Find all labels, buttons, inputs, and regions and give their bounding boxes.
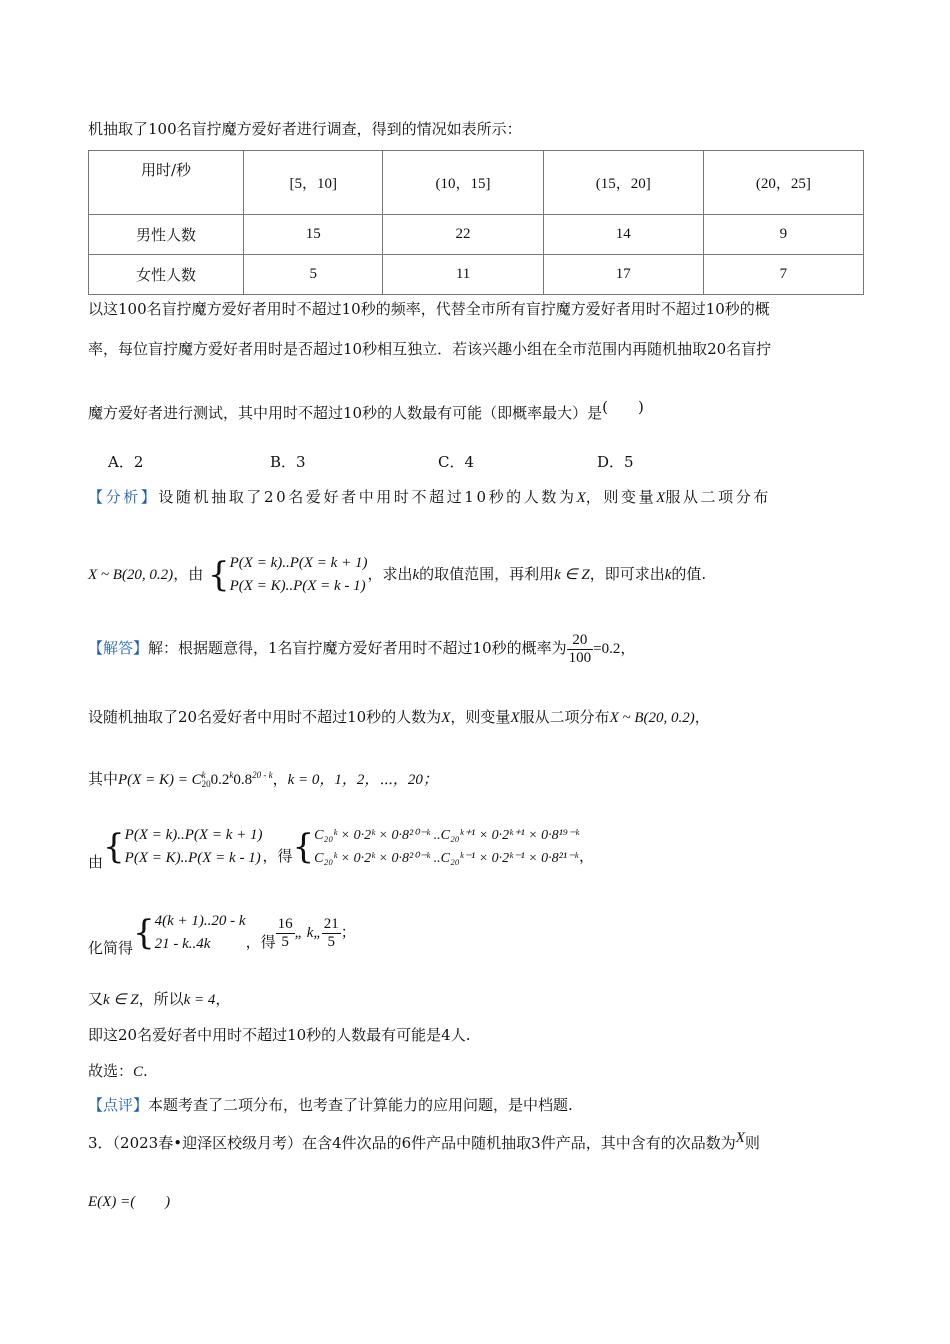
solution-text: 又 [88,990,104,1008]
fraction [322,916,341,950]
table-header-row [89,151,864,215]
solution-text: ，则变量 [450,708,511,726]
inequality: 21 - k..4k [154,936,211,952]
punct: ； [340,923,356,941]
table-cell: 女性人数 [89,255,244,295]
question-3-text: 则 [744,1134,760,1152]
analysis-line-2 [88,552,706,598]
analysis-text: 的值. [671,565,707,583]
left-brace: { [207,555,230,595]
solution-line-7: 即这20名爱好者中用时不超过10秒的人数最有可能是4人. [88,1026,471,1044]
question-3-line-1 [88,1132,760,1153]
solution-text: 设随机抽取了20名爱好者中用时不超过10秒的人数为 [88,708,442,726]
solution-text: 故选： [88,1062,134,1080]
fraction [567,632,594,666]
solution-tag: 【解答】 [88,639,149,657]
solution-line-5 [88,910,356,956]
question-3-line-2 [88,1190,170,1211]
var-x: X [735,1130,745,1146]
equation: P(X = k)..P(X = k + 1) [124,827,263,843]
table-cell: 17 [543,255,703,295]
solution-text: 由 [88,853,104,871]
analysis-line-1 [88,486,771,507]
punct: ， [620,639,636,657]
table-cell: 男性人数 [89,215,244,255]
binomial-dist: X ~ B(20, 0.2) [609,710,695,726]
table-cell: 14 [543,215,703,255]
analysis-text: ，求出 [367,565,413,583]
solution-text: 解：根据题意得，1名盲拧魔方爱好者用时不超过10秒的概率为 [148,639,567,657]
pmf-base: 0.8 [233,772,253,788]
table-header-cell: (20，25] [703,151,863,215]
fraction [276,916,295,950]
answer-choice: C [133,1064,144,1080]
binom-index [202,771,211,789]
table-cell: 11 [383,255,543,295]
numerator: 20 [567,632,594,650]
var-k: k [412,567,420,583]
table-row [89,215,864,255]
solution-line-3 [88,768,438,789]
denominator: 5 [327,933,335,950]
k-values: k = 0，1，2，⋯，20； [287,772,438,788]
punct: ， [579,847,595,865]
equation: P(X = k)..P(X = k + 1) [229,555,368,571]
inequality: C₂₀ᵏ × 0·2ᵏ × 0·8²⁰⁻ᵏ ..C₂₀ᵏ⁺¹ × 0·2ᵏ⁺¹ × 0·8¹⁹⁻ᵏ [314,828,580,843]
analysis-text: ，则变量 [585,488,657,506]
analysis-text: 服从二项分布 [665,488,771,506]
review-text: 本题考查了二项分布，也考查了计算能力的应用问题，是中档题. [148,1096,573,1114]
inequality: C₂₀ᵏ × 0·2ᵏ × 0·8²⁰⁻ᵏ ..C₂₀ᵏ⁻¹ × 0·2ᵏ⁻¹ × 0·8²¹⁻ᵏ [314,851,579,866]
option-b: B．3 [270,453,306,471]
denominator: 5 [281,933,289,950]
superscript: k [229,770,234,780]
table-header-cell: (15，20] [543,151,703,215]
table-header-cell: 用时/秒 [89,151,244,215]
equation-system [125,824,263,870]
var-x: X [441,710,451,726]
analysis-text: ，即可求出 [589,565,665,583]
analysis-text: 设随机抽取了20名爱好者中用时不超过10秒的人数为 [158,488,577,506]
answer-paren: ( ) [602,398,644,416]
punct: ， [272,770,288,788]
table-cell: 5 [244,255,383,295]
option-c: C．4 [438,453,475,471]
binomial-dist: X ~ B(20, 0.2) [88,567,174,583]
subscript: 20 [201,779,211,789]
question-line-2: 率，每位盲拧魔方爱好者用时是否超过10秒相互独立．若该兴趣小组在全市范围内再随机抽取20名盲拧 [88,340,772,358]
inequality-system [314,824,579,870]
punct: ， [694,708,710,726]
var-x: X [576,490,586,506]
solution-text: 服从二项分布 [519,708,610,726]
var-x: X [656,490,666,506]
question-text: 魔方爱好者进行测试，其中用时不超过10秒的人数最有可能（即概率最大）是 [88,404,603,422]
solution-line-4 [88,824,594,870]
solution-text: ，所以 [138,990,184,1008]
intro-text: 机抽取了100名盲拧魔方爱好者进行调查，得到的情况如表所示： [88,120,522,138]
var-x: X [510,710,520,726]
pmf: P(X = K) = C [118,772,202,788]
range-symbol: „ k„ [294,925,322,941]
pmf-base: 0.2 [210,772,230,788]
question-3-text: 3．（2023春•迎泽区校级月考）在含4件次品的6件产品中随机抽取3件产品，其中含有的次品数为 [88,1134,736,1152]
superscript: 20 - k [252,770,273,780]
analysis-text: ，由 [173,565,204,583]
option-d: D．5 [597,453,634,471]
k-value: k = 4 [183,992,216,1008]
punct: . [143,1062,148,1080]
numerator: 16 [277,916,293,932]
punct: ， [215,990,231,1008]
expectation: E(X) =( ) [88,1194,171,1210]
denominator: 100 [568,649,592,666]
equation: P(X = K)..P(X = k - 1) [229,578,366,594]
survey-table [88,150,864,295]
equation-system [230,552,368,598]
option-a: A．2 [108,453,144,471]
solution-text: 化简得 [88,939,134,957]
table-cell: 9 [703,215,863,255]
k-in-z: k ∈ Z [103,992,139,1008]
left-brace: { [292,827,315,867]
probability-value: =0.2 [593,641,621,657]
var-k: k [664,567,672,583]
left-brace: { [103,827,125,867]
solution-line-8 [88,1060,148,1081]
left-brace: { [133,913,155,953]
review-line [88,1094,573,1115]
simplified-system [155,910,246,956]
numerator: 21 [323,916,339,932]
question-line-1: 以这100名盲拧魔方爱好者用时不超过10秒的频率，代替全市所有盲拧魔方爱好者用时不超过10秒的概 [88,300,770,318]
k-in-z: k ∈ Z [554,567,590,583]
solution-line-1 [88,632,635,666]
table-row [89,255,864,295]
solution-line-2 [88,706,710,727]
table-header-cell: (10，15] [383,151,543,215]
review-tag: 【点评】 [88,1096,149,1114]
table-header-cell: [5，10] [244,151,383,215]
solution-text: ，得 [245,933,276,951]
inequality: 4(k + 1)..20 - k [154,913,246,929]
solution-text: 其中 [88,770,119,788]
table-cell: 7 [703,255,863,295]
analysis-text: 的取值范围，再利用 [419,565,555,583]
analysis-tag: 【分析】 [88,488,159,506]
superscript: k [201,770,206,780]
table-cell: 22 [383,215,543,255]
table-cell: 15 [244,215,383,255]
equation: P(X = K)..P(X = k - 1) [124,850,261,866]
solution-line-6 [88,988,230,1009]
solution-text: ，得 [262,847,293,865]
question-line-3 [88,398,644,423]
